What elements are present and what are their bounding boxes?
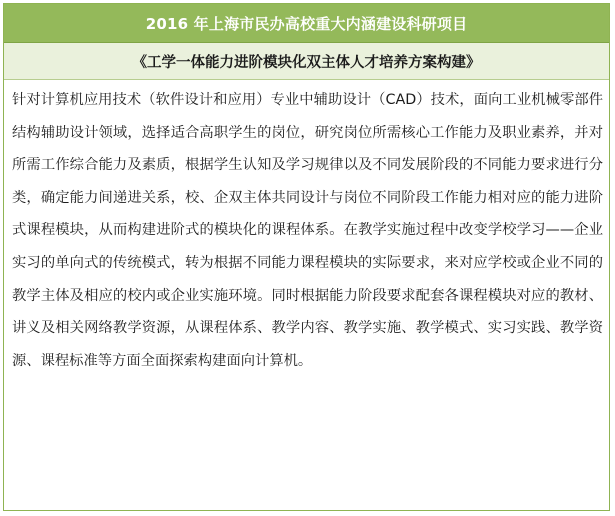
- project-title: 2016 年上海市民办高校重大内涵建设科研项目: [145, 14, 468, 33]
- project-subtitle-bar: [4, 43, 609, 80]
- project-title-bar: [4, 4, 609, 43]
- project-subtitle: 《工学一体能力进阶模块化双主体人才培养方案构建》: [132, 54, 481, 71]
- project-card: [3, 3, 610, 511]
- project-description: 针对计算机应用技术（软件设计和应用）专业中辅助设计（CAD）技术，面向工业机械零部件结构辅助设计领域，选择适合高职学生的岗位，研究岗位所需核心工作能力及职业素养，并对所需工作综合能力及素质，根据学生认知及学习规律以及不同发展阶段的不同能力要求进行分类，确定能力间递进关系，校、企双主体共同设计与岗位不同阶段工作能力相对应的能力进阶式课程模块，从而构建进阶式的模块化的课程体系。在教学实施过程中改变学校学习——企业实习的单向式的传统模式，转为根据不同能力课程模块的实际要求，来对应学校或企业不同的教学主体及相应的校内或企业实施环境。同时根据能力阶段要求配套各课程模块对应的教材、讲义及相关网络教学资源，从课程体系、教学内容、教学实施、教学模式、实习实践、教学资源、课程标准等方面全面探索构建面向计算机。: [12, 92, 603, 369]
